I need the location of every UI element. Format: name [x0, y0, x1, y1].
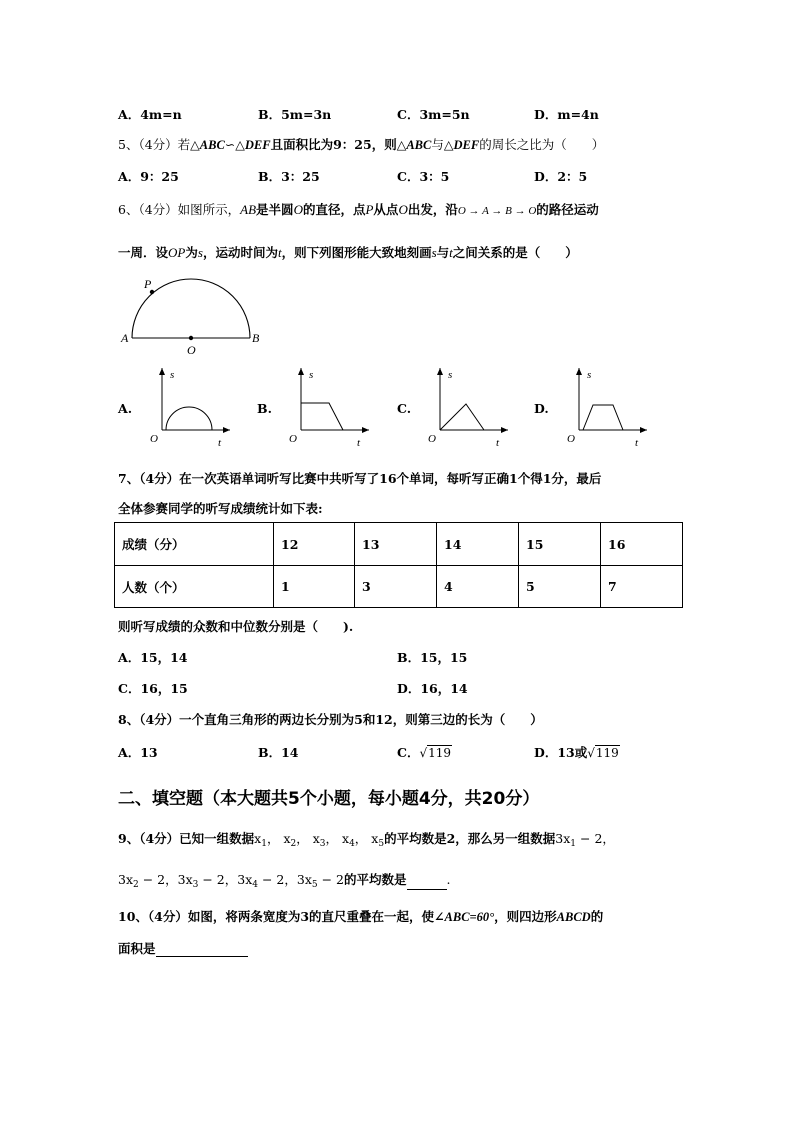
- q8-option-c: C．√119: [397, 745, 452, 760]
- svg-text:O: O: [150, 433, 158, 445]
- answer-blank[interactable]: [156, 942, 248, 957]
- q9-stem-line2: $3x_2 - 2$，$3x_3 - 2$，$3x_4 - 2$，$3x_5 - 2$的平均数是 .: [118, 872, 451, 890]
- answer-blank[interactable]: [407, 877, 447, 890]
- svg-text:s: s: [170, 369, 175, 381]
- table-row: [115, 566, 683, 608]
- table-cell: 15: [519, 523, 601, 566]
- score-table: [114, 522, 683, 608]
- graph-option-a[interactable]: [142, 364, 242, 448]
- q5-option-a: A．9：25: [118, 169, 179, 184]
- q6-option-c-label: C.: [397, 401, 412, 416]
- svg-text:t: t: [496, 437, 500, 448]
- q10-stem-line1: 10、（4分）如图，将两条宽度为3的直尺重叠在一起，使∠ABC=60°，则四边形ABCD的: [118, 909, 604, 924]
- svg-text:s: s: [448, 369, 453, 381]
- sqrt-icon: √: [419, 746, 428, 760]
- table-cell: 5: [519, 566, 601, 608]
- graph-option-b[interactable]: [281, 364, 381, 448]
- q10-stem-line2: 面积是: [118, 939, 248, 957]
- graph-option-d[interactable]: [559, 364, 659, 448]
- svg-text:t: t: [635, 437, 639, 448]
- q5-option-b: B．3：25: [258, 169, 320, 184]
- q5-option-d: D．2：5: [534, 169, 588, 184]
- semicircle-figure: [118, 272, 268, 362]
- q7-stem-line1: 7、（4分）在一次英语单词听写比赛中共听写了16个单词，每听写正确1个得1分，最后: [118, 471, 602, 486]
- table-cell: 成绩（分）: [115, 523, 274, 566]
- svg-text:t: t: [218, 437, 222, 448]
- q7-option-c: C．16，15: [118, 681, 188, 696]
- svg-text:O: O: [428, 433, 436, 445]
- table-cell: 3: [355, 566, 437, 608]
- q7-stem-line2: 全体参赛同学的听写成绩统计如下表:: [118, 501, 323, 516]
- svg-text:O: O: [289, 433, 297, 445]
- q4-option-b: B．5m=3n: [258, 107, 332, 122]
- q7-option-d: D．16，14: [397, 681, 468, 696]
- q8-option-a: A．13: [118, 745, 158, 760]
- table-cell: 1: [274, 566, 355, 608]
- svg-text:s: s: [587, 369, 592, 381]
- table-cell: 12: [274, 523, 355, 566]
- svg-text:s: s: [309, 369, 314, 381]
- q6-stem-line2: 一周．设OP为s，运动时间为t，则下列图形能大致地刻画s与t之间关系的是（ ）: [118, 245, 578, 260]
- label-a: A: [121, 331, 129, 345]
- q9-stem-line1: 9、（4分）已知一组数据$x_1$， $x_2$， $x_3$， $x_4$， $x_5$的平均数是2，那么另一组数据$3x_1 - 2$，: [118, 831, 615, 849]
- table-cell: 4: [437, 566, 519, 608]
- graph-option-c[interactable]: [420, 364, 520, 448]
- table-cell: 16: [601, 523, 683, 566]
- svg-text:O: O: [567, 433, 575, 445]
- sqrt-icon: √: [587, 746, 595, 760]
- q6-option-b-label: B.: [257, 401, 272, 416]
- table-cell: 7: [601, 566, 683, 608]
- q6-option-a-label: A.: [118, 401, 133, 416]
- q4-option-c: C．3m=5n: [397, 107, 470, 122]
- q8-option-d: D．13或√119: [534, 745, 619, 760]
- svg-text:t: t: [357, 437, 361, 448]
- q5-stem: 5、（4分）若△ABC∽△DEF且面积比为9：25，则△ABC与△DEF的周长之比为（ ）: [118, 137, 605, 152]
- q8-stem: 8、（4分）一个直角三角形的两边长分别为5和12，则第三边的长为（ ）: [118, 712, 543, 727]
- table-cell: 人数（个）: [115, 566, 274, 608]
- section-title: 二、填空题（本大题共5个小题，每小题4分，共20分）: [118, 789, 540, 809]
- q4-option-d: D．m=4n: [534, 107, 599, 122]
- table-cell: 13: [355, 523, 437, 566]
- label-p: P: [144, 277, 152, 291]
- q6-option-d-label: D.: [534, 401, 549, 416]
- q4-option-a: A．4m=n: [118, 107, 182, 122]
- q7-option-b: B．15，15: [397, 650, 468, 665]
- label-o: O: [187, 343, 196, 357]
- q8-option-b: B．14: [258, 745, 299, 760]
- center-point-o: [189, 336, 193, 340]
- q7-question: 则听写成绩的众数和中位数分别是（ ).: [118, 619, 354, 634]
- table-cell: 14: [437, 523, 519, 566]
- q5-option-c: C．3：5: [397, 169, 450, 184]
- q7-option-a: A．15，14: [118, 650, 188, 665]
- table-row: [115, 523, 683, 566]
- q6-stem-line1: 6、（4分）如图所示，AB是半圆O的直径，点P从点O出发，沿O → A → B → O的路径运动: [118, 202, 599, 217]
- label-b: B: [252, 331, 260, 345]
